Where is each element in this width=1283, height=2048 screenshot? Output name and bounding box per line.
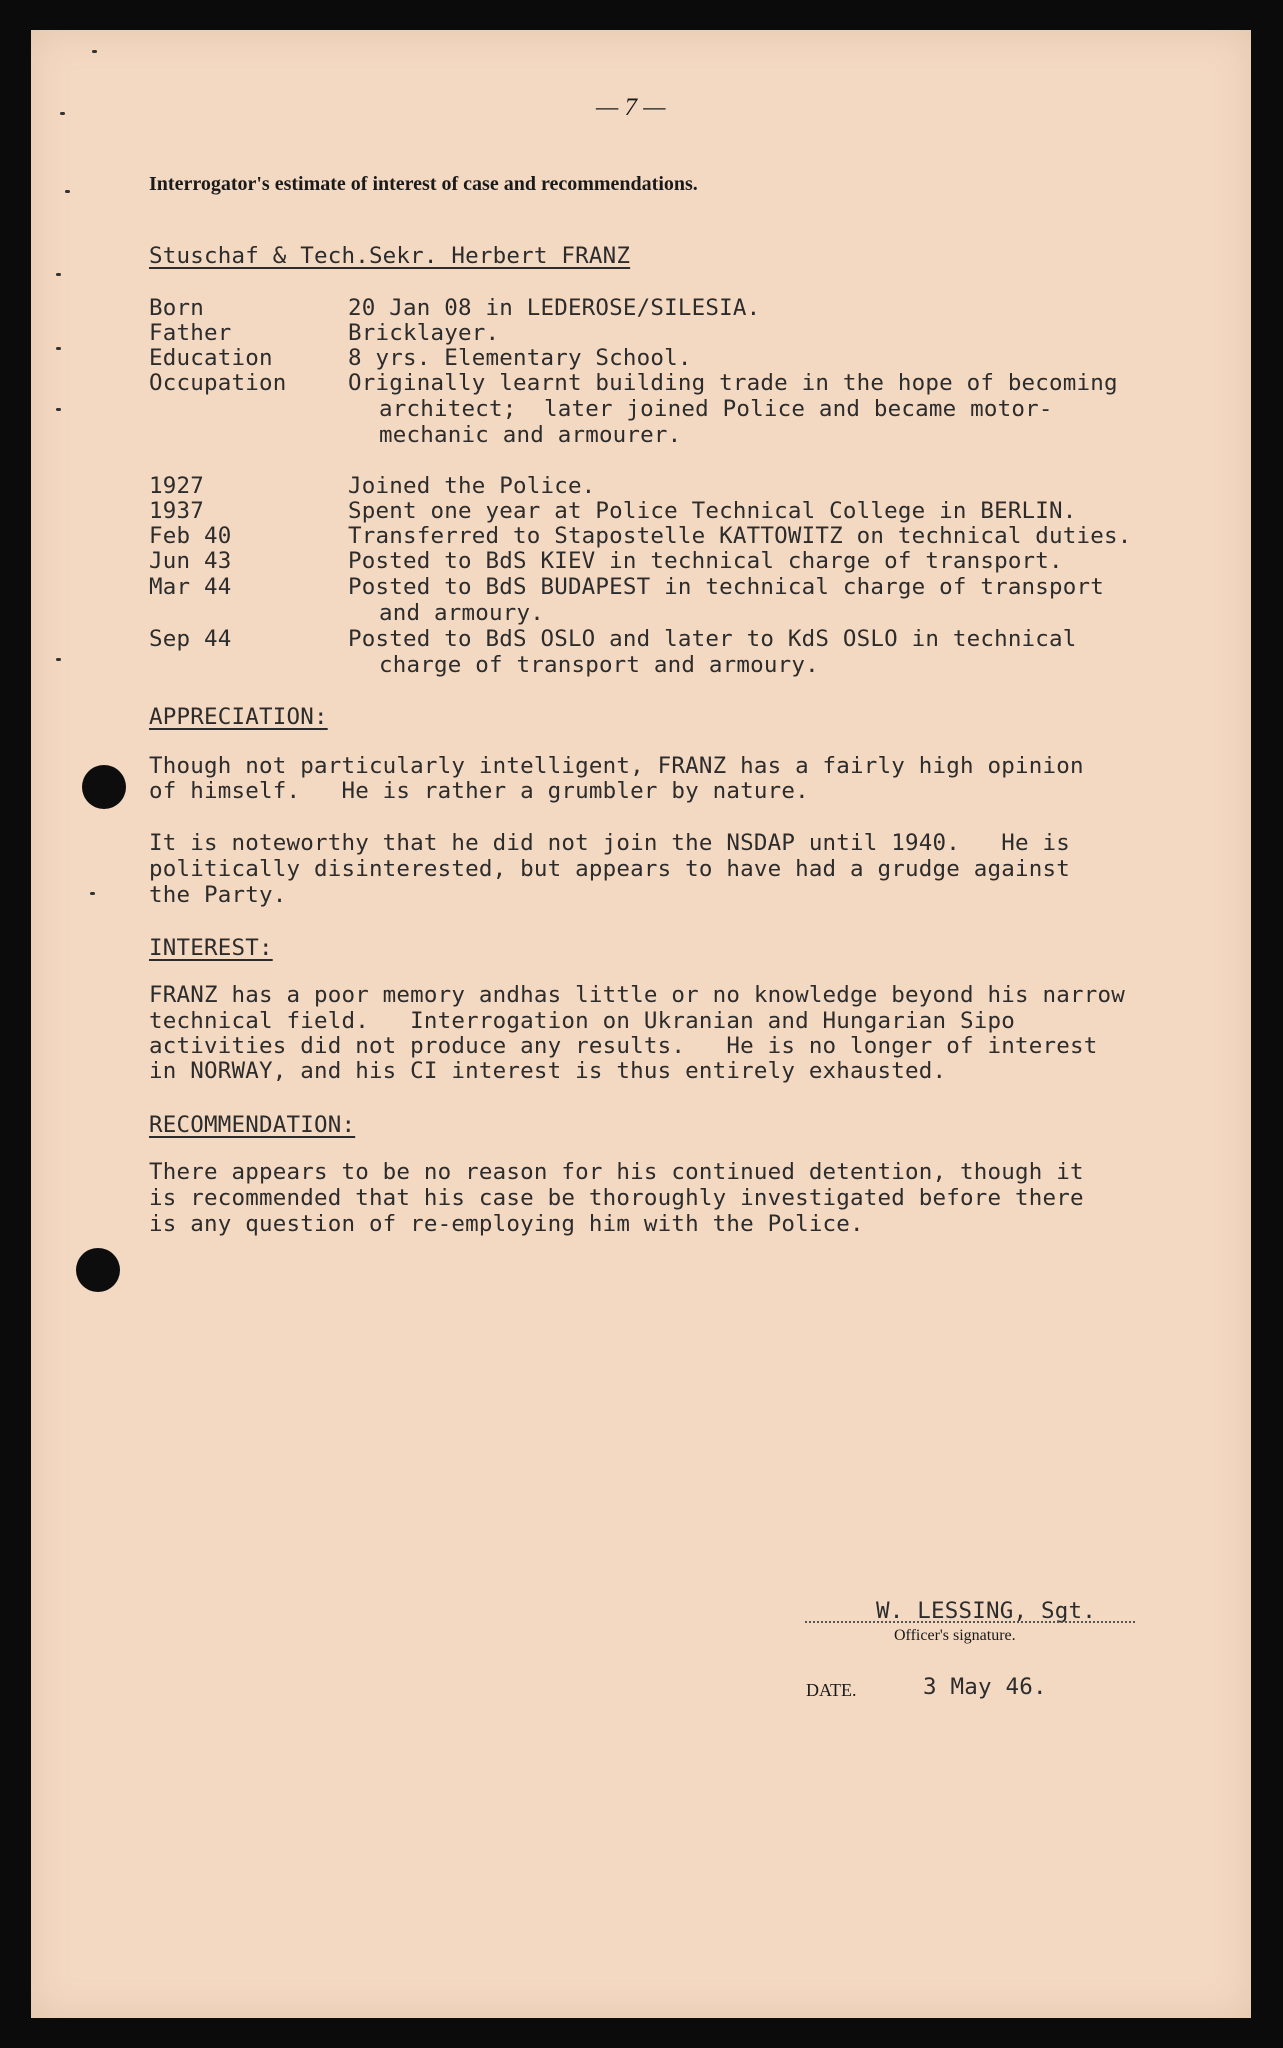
value-occupation-line2: architect; later joined Police and became motor- [379,396,1053,422]
career-entry: Posted to BdS BUDAPEST in technical charge of transport [348,574,1105,600]
recommendation-line: is any question of re-employing him with the Police. [149,1211,864,1237]
career-entry: Transferred to Stapostelle KATTOWITZ on technical duties. [348,523,1132,549]
label-born: Born [149,295,204,321]
career-date: Feb 40 [149,523,232,549]
punch-hole-bottom [76,1248,120,1292]
career-date: Sep 44 [149,626,232,652]
career-entry: Posted to BdS OSLO and later to KdS OSLO in technical [348,626,1077,652]
interest-line: technical field. Interrogation on Ukranian and Hungarian Sipo [149,1008,1016,1034]
career-date: 1927 [149,473,204,499]
margin-mark [65,190,70,193]
recommendation-line: There appears to be no reason for his continued detention, though it [149,1159,1084,1185]
appreciation-line: the Party. [149,882,287,908]
signature-caption: Officer's signature. [894,1627,1016,1644]
career-date: Mar 44 [149,574,232,600]
page-number: — 7 — [596,94,666,121]
margin-mark [92,50,97,53]
career-entry-continued: charge of transport and armoury. [379,652,819,678]
margin-mark [56,347,61,350]
subject-title: Stuschaf & Tech.Sekr. Herbert FRANZ [149,243,631,269]
career-entry: Posted to BdS KIEV in technical charge of transport. [348,548,1063,574]
label-education: Education [149,345,273,371]
career-entry: Joined the Police. [348,473,596,499]
interest-line: activities did not produce any results. He is no longer of interest [149,1033,1098,1059]
interest-line: in NORWAY, and his CI interest is thus entirely exhausted. [149,1058,947,1084]
career-entry: Spent one year at Police Technical College in BERLIN. [348,498,1077,524]
appreciation-line: politically disinterested, but appears to have had a grudge against [149,856,1070,882]
section-title-recommendation: RECOMMENDATION: [149,1112,356,1138]
recommendation-line: is recommended that his case be thoroughly investigated before there [149,1185,1084,1211]
value-born: 20 Jan 08 in LEDEROSE/SILESIA. [348,295,761,321]
value-education: 8 yrs. Elementary School. [348,345,692,371]
margin-mark [56,658,61,661]
date-value: 3 May 46. [923,1674,1047,1700]
appreciation-line: It is noteworthy that he did not join the NSDAP until 1940. He is [149,830,1070,856]
section-title-interest: INTEREST: [149,935,273,961]
punch-hole-top [82,765,126,809]
margin-mark [90,892,95,895]
career-date: 1937 [149,498,204,524]
appreciation-line: Though not particularly intelligent, FRANZ has a fairly high opinion [149,753,1084,779]
margin-mark [56,408,61,411]
career-entry-continued: and armoury. [379,600,544,626]
value-occupation-line1: Originally learnt building trade in the hope of becoming [348,370,1118,396]
signature-name: W. LESSING, Sgt. [876,1598,1096,1624]
label-father: Father [149,320,232,346]
form-heading: Interrogator's estimate of interest of case and recommendations. [149,173,698,195]
date-label: DATE. [806,1680,857,1700]
margin-mark [56,273,61,276]
career-date: Jun 43 [149,548,232,574]
value-father: Bricklayer. [348,320,500,346]
appreciation-line: of himself. He is rather a grumbler by nature. [149,778,809,804]
label-occupation: Occupation [149,370,287,396]
interest-line: FRANZ has a poor memory andhas little or no knowledge beyond his narrow [149,982,1125,1008]
margin-mark [60,112,65,115]
value-occupation-line3: mechanic and armourer. [379,422,682,448]
signature-line [805,1621,1135,1623]
section-title-appreciation: APPRECIATION: [149,704,328,730]
